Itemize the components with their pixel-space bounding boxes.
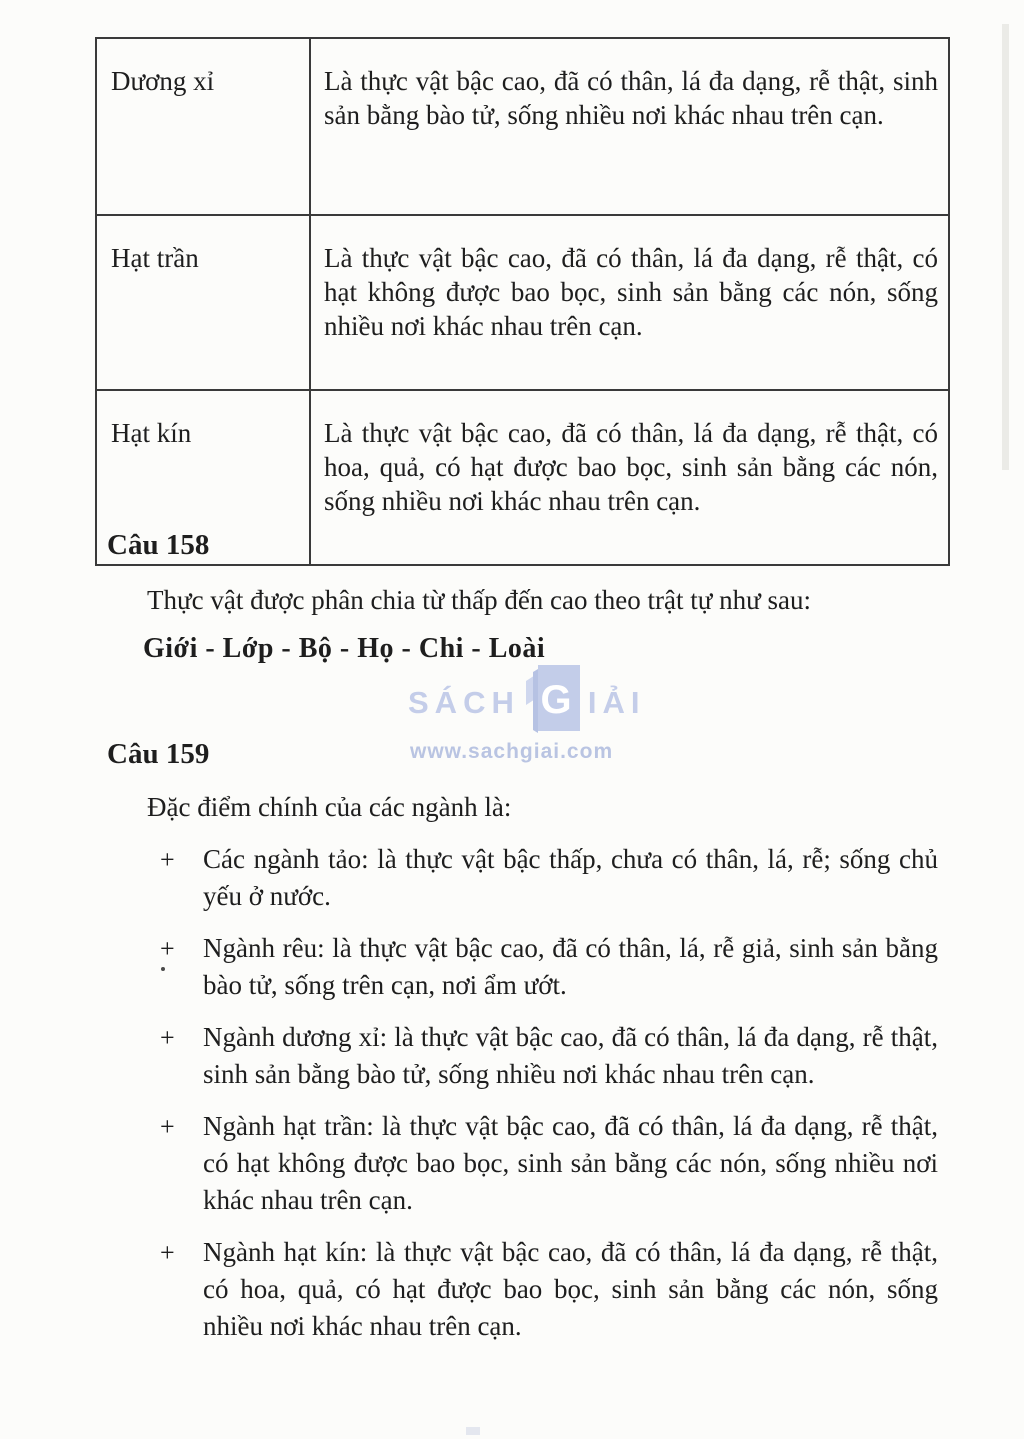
plus-bullet-marker: + xyxy=(160,1112,175,1141)
watermark-url: www.sachgiai.com xyxy=(410,740,614,763)
list-item xyxy=(160,1234,938,1345)
plus-bullet-marker: + xyxy=(160,934,175,963)
list-item-text: Ngành hạt trần: là thực vật bậc cao, đã có thân, lá đa dạng, rễ thật, có hạt không được bao bọc, sinh sản bằng các nón, sống nhiều nơi khác nhau trên cạn. xyxy=(203,1111,938,1215)
list-item xyxy=(160,841,938,915)
book-icon xyxy=(526,661,582,745)
term-cell: Hạt kín xyxy=(96,390,310,565)
table-row xyxy=(96,38,949,215)
watermark-brand-left: SÁCH xyxy=(408,685,520,720)
sachgiai-watermark-logo xyxy=(408,664,645,742)
book-icon-letter: G xyxy=(540,678,578,722)
definition-cell: Là thực vật bậc cao, đã có thân, lá đa dạng, rễ thật, có hạt không được bao bọc, sinh sản bằng các nón, sống nhiều nơi khác nhau trên cạn. xyxy=(310,215,949,390)
list-item xyxy=(160,1019,938,1093)
scan-artifact-bottom xyxy=(466,1427,480,1435)
list-item-text: Ngành dương xỉ: là thực vật bậc cao, đã có thân, lá đa dạng, rễ thật, sinh sản bằng bào tử, sống nhiều nơi khác nhau trên cạn. xyxy=(203,1022,938,1089)
list-item-text: Các ngành tảo: là thực vật bậc thấp, chưa có thân, lá, rễ; sống chủ yếu ở nước. xyxy=(203,844,938,911)
section-heading-cau-158: Câu 158 xyxy=(107,529,210,561)
plus-bullet-marker: + xyxy=(160,1238,175,1267)
definition-cell: Là thực vật bậc cao, đã có thân, lá đa dạng, rễ thật, có hoa, quả, có hạt được bao bọc, sinh sản bằng các nón, sống nhiều nơi khác nhau trên cạn. xyxy=(310,390,949,565)
table-row xyxy=(96,390,949,565)
plus-bullet-marker: + xyxy=(160,845,175,874)
term-cell: Dương xỉ xyxy=(96,38,310,215)
cau-159-bullet-list xyxy=(160,841,938,1360)
cau-158-answer-text: Giới - Lớp - Bộ - Họ - Chi - Loài xyxy=(143,633,546,664)
plus-bullet-marker: + xyxy=(160,1023,175,1052)
cau-159-intro-text: Đặc điểm chính của các ngành là: xyxy=(147,792,512,822)
section-heading-cau-159: Câu 159 xyxy=(107,738,210,770)
cau-158-intro-text: Thực vật được phân chia từ thấp đến cao theo trật tự như sau: xyxy=(147,585,811,615)
term-cell: Hạt trần xyxy=(96,215,310,390)
watermark-brand-right: IẢI xyxy=(587,685,646,720)
definition-table xyxy=(95,37,950,566)
list-item xyxy=(160,1108,938,1219)
definition-cell: Là thực vật bậc cao, đã có thân, lá đa dạng, rễ thật, sinh sản bằng bào tử, sống nhiều nơi khác nhau trên cạn. xyxy=(310,38,949,215)
list-item-text: Ngành hạt kín: là thực vật bậc cao, đã có thân, lá đa dạng, rễ thật, có hoa, quả, có hạt được bao bọc, sinh sản bằng các nón, sống nhiều nơi khác nhau trên cạn. xyxy=(203,1237,938,1341)
list-item xyxy=(160,930,938,1004)
scan-page-edge-shadow xyxy=(1002,24,1009,470)
list-item-text: Ngành rêu: là thực vật bậc cao, đã có thân, lá, rễ giả, sinh sản bằng bào tử, sống trên cạn, nơi ẩm ướt. xyxy=(203,933,938,1000)
table-row xyxy=(96,215,949,390)
